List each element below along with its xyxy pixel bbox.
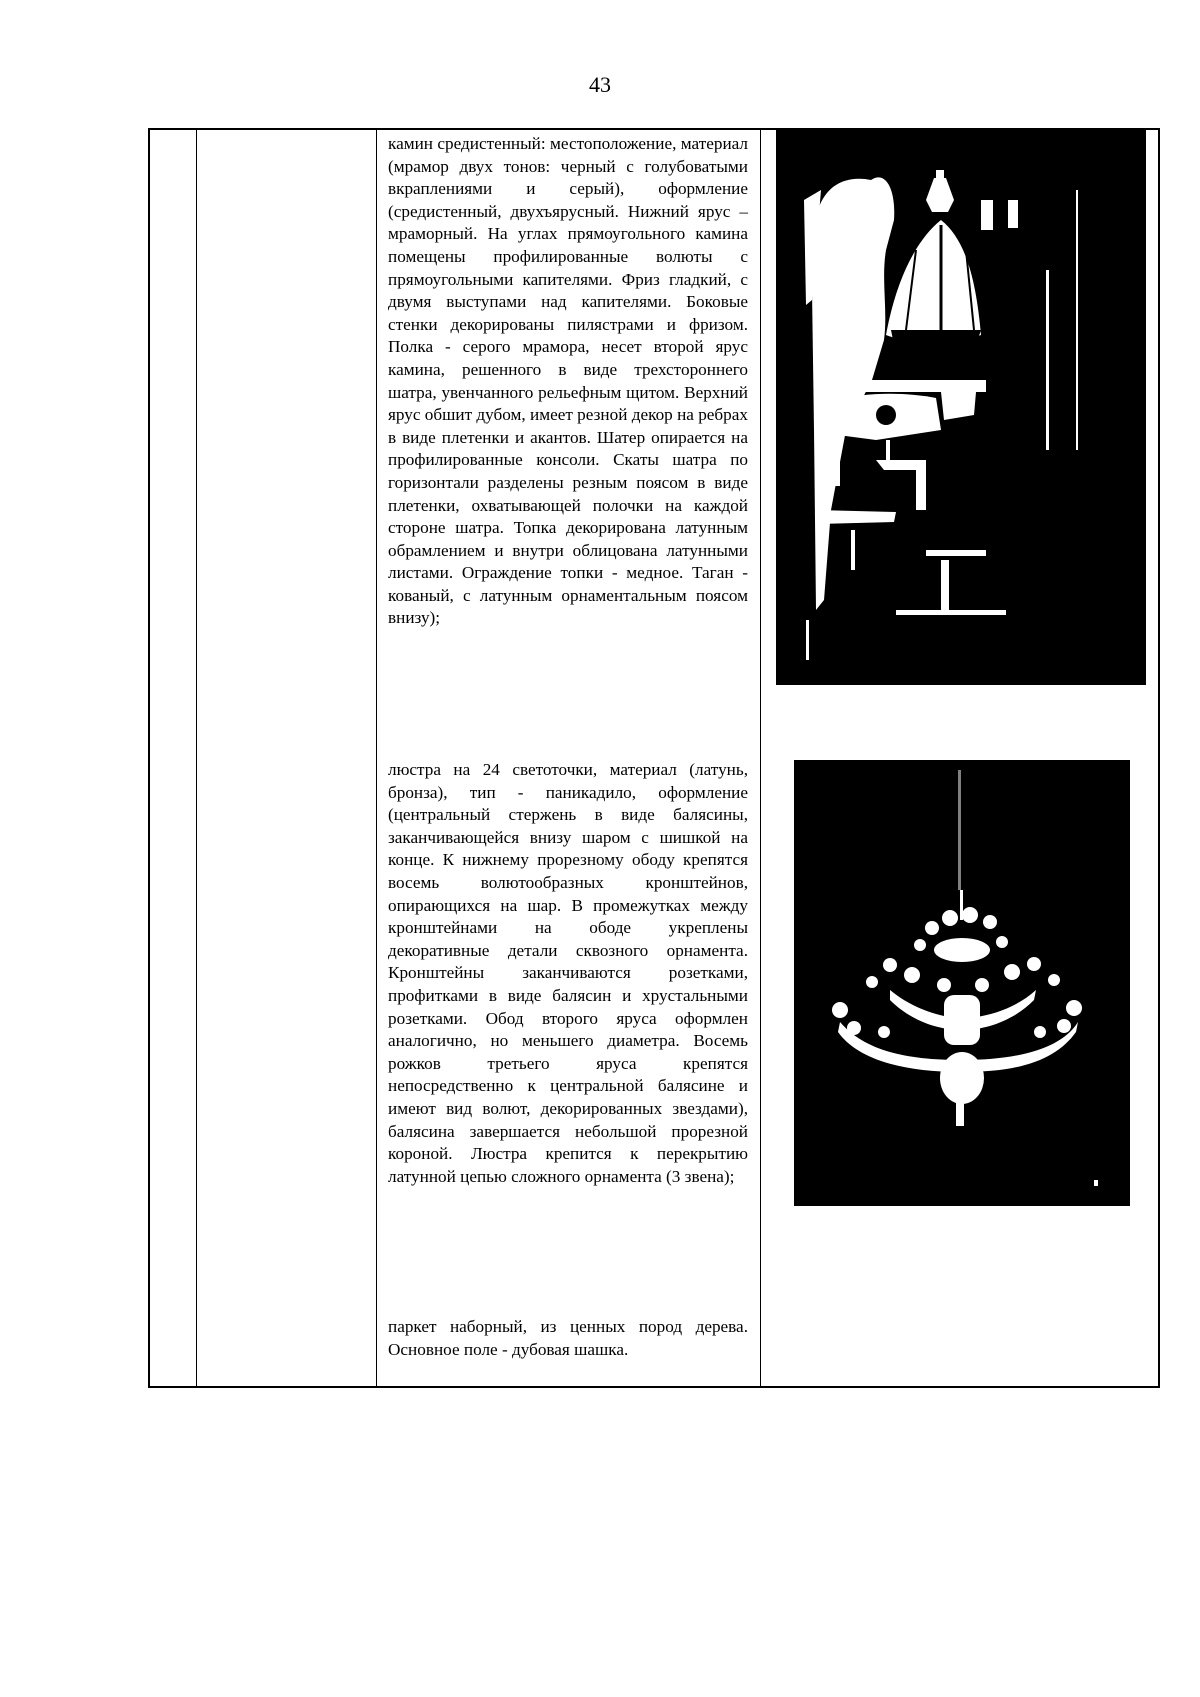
parquet-description: паркет наборный, из ценных пород дерева. Основное поле - дубовая шашка. <box>388 1317 748 1359</box>
column-divider <box>376 130 377 1386</box>
fireplace-description: камин средистенный: местоположение, материал (мрамор двух тонов: черный с голубоватыми вкраплениями и серый), оформление (средистенный, двухъярусный. Нижний ярус – мраморный. На углах прямоугольного камина помещены профилированные волюты с прямоугольными капителями. Фриз гладкий, с двумя выступами над капителями. Боковые стенки декорированы пилястрами и фризом. Полка - серого мрамора, несет второй ярус камина, решенного в виде трехстороннего шатра, увенчанного рельефным щитом. Верхний ярус обшит дубом, имеет резной декор на ребрах в виде плетенки и акантов. Шатер опирается на профилированные консоли. Скаты шатра по горизонтали разделены резным поясом в виде плетенки, охватывающей полочки на каждой стороне шатра. Топка декорирована латунным обрамлением и внутри облицована латунными листами. Ограждение топки - медное. Таган - кованый, с латунным орнаментальным поясом внизу); <box>388 134 748 628</box>
column-divider <box>760 130 761 1386</box>
chandelier-description: люстра на 24 светоточки, материал (латунь, бронза), тип - паникадило, оформление (центральный стержень в виде балясины, заканчивающейся внизу шаром с шишкой на конце. К нижнему прорезному ободу крепятся восемь волютообразных кронштейнов, опирающихся на шар. В промежутках между кронштейнами на ободе укреплены декоративные детали сквозного орнамента. Кронштейны заканчиваются розетками, профитками в виде балясин и хрустальными розетками. Обод второго яруса оформлен аналогично, но меньшего диаметра. Восемь рожков третьего яруса крепятся непосредственно к центральной балясине и имеют вид волют, декорированных звездами), балясина завершается небольшой прорезной короной. Люстра крепится к перекрытию латунной цепью сложного орнамента (3 звена); <box>388 760 748 1186</box>
chandelier-photo <box>794 760 1130 1206</box>
column-divider <box>196 130 197 1386</box>
inventory-table <box>148 128 1160 1388</box>
fireplace-photo <box>776 130 1146 685</box>
page-number: 43 <box>589 72 611 97</box>
